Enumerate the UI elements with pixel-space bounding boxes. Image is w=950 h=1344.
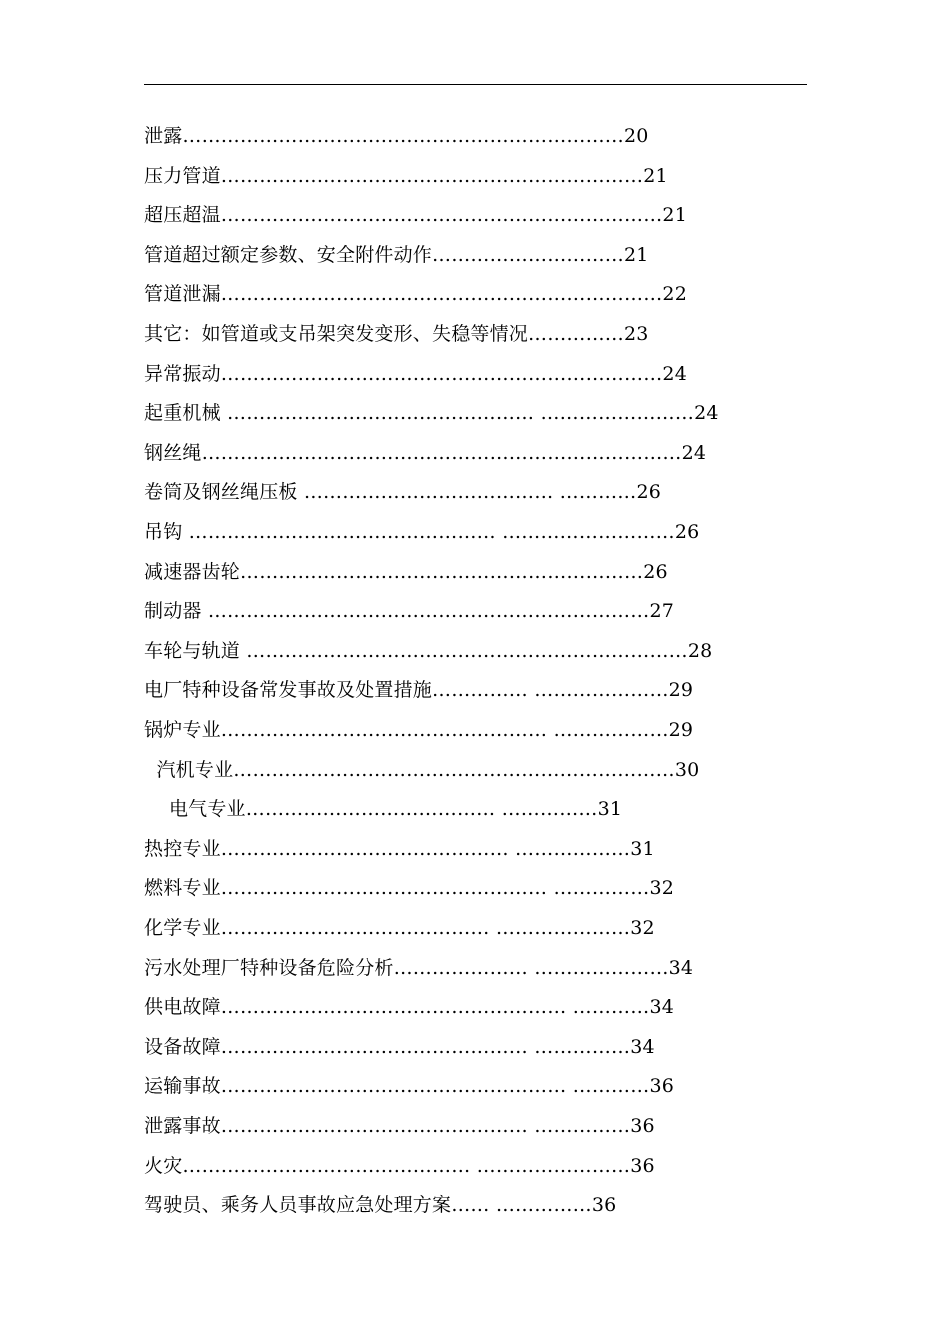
toc-entry: 化学专业…………………………………… …………………32: [144, 917, 655, 939]
toc-entry: 驾驶员、乘务人员事故应急处理方案…… ……………36: [144, 1194, 617, 1216]
toc-entry: 制动器 ……………………………………………………………27: [144, 600, 675, 622]
toc-entry: 热控专业……………………………………… ………………31: [144, 838, 655, 860]
toc-entry: 电气专业………………………………… ……………31: [144, 798, 623, 820]
toc-entry: 汽机专业……………………………………………………………30: [144, 759, 700, 781]
toc-entry: 卷筒及钢丝绳压板 ………………………………… …………26: [144, 481, 662, 503]
toc-entry: 运输事故……………………………………………… …………36: [144, 1075, 675, 1097]
toc-entry: 管道泄漏……………………………………………………………22: [144, 283, 687, 305]
toc-entry: 其它：如管道或支吊架突发变形、失稳等情况……………23: [144, 323, 649, 345]
toc-entry: 异常振动……………………………………………………………24: [144, 363, 687, 385]
toc-entry: 泄露事故………………………………………… ……………36: [144, 1115, 655, 1137]
toc-entry: 火灾……………………………………… ……………………36: [144, 1155, 655, 1177]
toc-entry: 超压超温……………………………………………………………21: [144, 204, 687, 226]
toc-entry: 吊钩 ………………………………………… ………………………26: [144, 521, 700, 543]
toc-entry: 污水处理厂特种设备危险分析………………… …………………34: [144, 957, 694, 979]
toc-entry: 锅炉专业…………………………………………… ………………29: [144, 719, 694, 741]
toc-entry: 供电故障……………………………………………… …………34: [144, 996, 675, 1018]
toc-entry: 管道超过额定参数、安全附件动作…………………………21: [144, 244, 649, 266]
toc-entry: 起重机械 ………………………………………… ……………………24: [144, 402, 719, 424]
toc-entry: 压力管道…………………………………………………………21: [144, 165, 668, 187]
toc-entry: 钢丝绳…………………………………………………………………24: [144, 442, 707, 464]
toc-entry: 减速器齿轮………………………………………………………26: [144, 561, 668, 583]
toc-entry: 电厂特种设备常发事故及处置措施…………… …………………29: [144, 679, 694, 701]
toc-entry: 车轮与轨道 ……………………………………………………………28: [144, 640, 713, 662]
toc-entry: 泄露……………………………………………………………20: [144, 125, 649, 147]
toc-entry: 设备故障………………………………………… ……………34: [144, 1036, 655, 1058]
toc-entry: 燃料专业…………………………………………… ……………32: [144, 877, 675, 899]
